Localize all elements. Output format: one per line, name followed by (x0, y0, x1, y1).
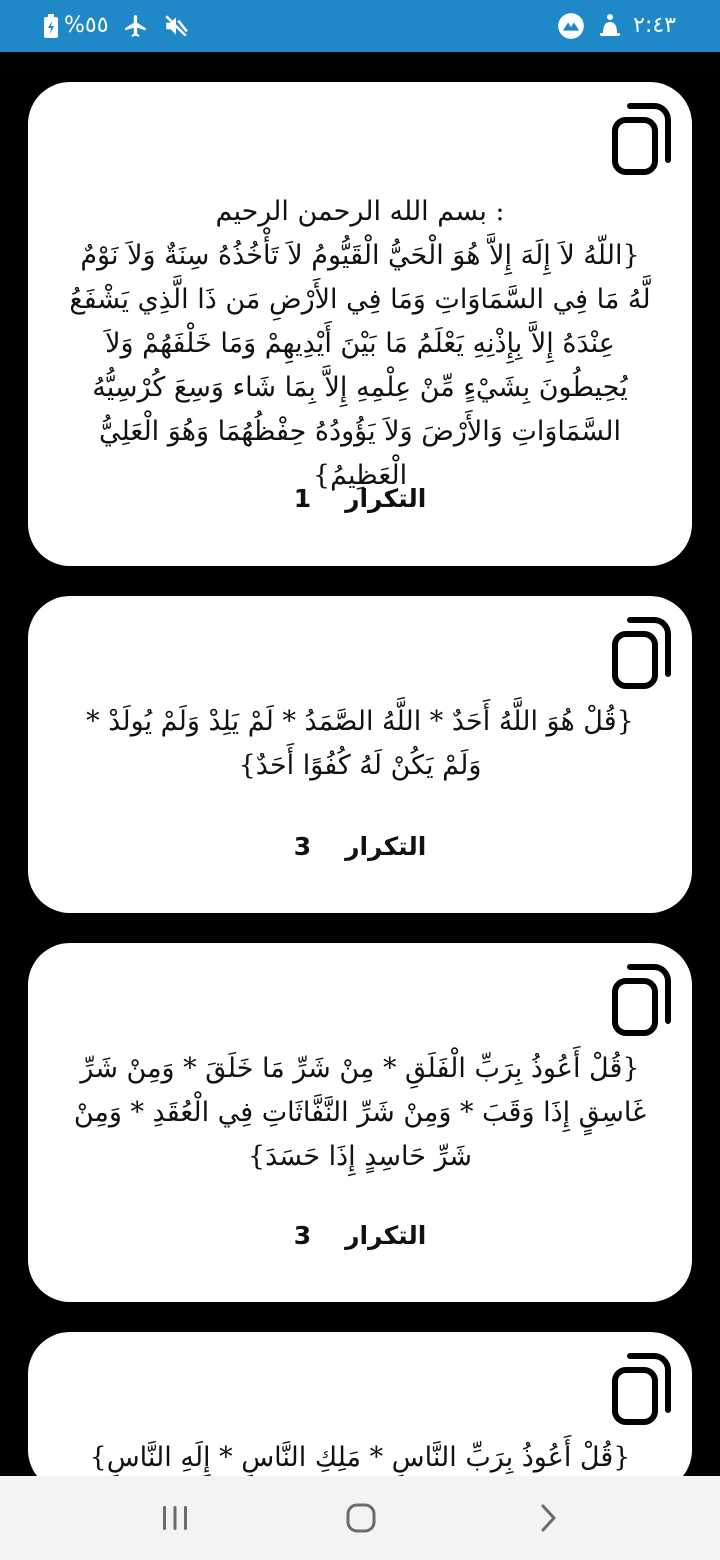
azkar-list[interactable] (0, 52, 720, 1473)
battery-indicator (44, 14, 109, 38)
repeat-label: التكرار (345, 832, 427, 861)
zikr-card (28, 943, 692, 1302)
zikr-text: {قُلْ أَعُوذُ بِرَبِّ الْفَلَقِ * مِنْ شَرِّ مَا خَلَقَ * وَمِنْ شَرِّ غَاسِقٍ إِذَا وَقَبَ * وَمِنْ شَرِّ النَّفَّاثَاتِ فِي الْعُقَدِ * وَمِنْ شَرِّ حَاسِدٍ إِذَا حَسَدَ} (73, 1053, 647, 1172)
copy-icon[interactable] (610, 1346, 674, 1426)
zikr-card (28, 82, 692, 566)
back-button[interactable] (520, 1490, 576, 1546)
repeat-label: التكرار (345, 484, 427, 513)
zikr-text: {قُلْ هُوَ اللَّهُ أَحَدٌ * اللَّهُ الصَّمَدُ * لَمْ يَلِدْ وَلَمْ يُولَدْ * وَلَمْ يَكُنْ لَهُ كُفُوًا أَحَدٌ} (86, 706, 634, 781)
status-right-group (557, 0, 676, 52)
copy-icon[interactable] (610, 96, 674, 176)
battery-charging-icon (44, 14, 58, 38)
clock: ٢:٤٣ (633, 13, 676, 38)
game-tools-icon (557, 12, 585, 40)
repeat-count: 1 (293, 484, 312, 513)
zikr-text: {قُلْ أَعُوذُ بِرَبِّ النَّاسِ * مَلِكِ النَّاسِ * إِلَهِ النَّاسِ} (89, 1442, 631, 1473)
repeat-count: 3 (293, 832, 312, 861)
recent-apps-icon (160, 1504, 190, 1532)
recent-apps-button[interactable] (147, 1490, 203, 1546)
repeat-row (28, 1221, 692, 1250)
repeat-label: التكرار (345, 1221, 427, 1250)
status-bar (0, 0, 720, 52)
status-left-group (44, 0, 189, 52)
zikr-text: : بسم الله الرحمن الرحيم {اللّهُ لاَ إِلَهَ إِلاَّ هُوَ الْحَيُّ الْقَيُّومُ لاَ تَأْخُذُهُ سِنَةٌ وَلاَ نَوْمٌ لَّهُ مَا فِي السَّمَاوَاتِ وَمَا فِي الأَرْضِ مَن ذَا الَّذِي يَشْفَعُ عِنْدَهُ إِلاَّ بِإِذْنِهِ يَعْلَمُ مَا بَيْنَ أَيْدِيهِمْ وَمَا خَلْفَهُمْ وَلاَ يُحِيطُونَ بِشَيْءٍ مِّنْ عِلْمِهِ إِلاَّ بِمَا شَاء وَسِعَ كُرْسِيُّهُ السَّمَاوَاتِ وَالأَرْضَ وَلاَ يَؤُودُهُ حِفْظُهُمَا وَهُوَ الْعَلِيُّ الْعَظِيمُ} (69, 196, 651, 491)
back-icon (537, 1502, 559, 1534)
home-icon (345, 1502, 377, 1534)
zikr-card (28, 1332, 692, 1492)
repeat-row (28, 832, 692, 861)
mute-icon (163, 13, 189, 39)
copy-icon[interactable] (610, 957, 674, 1037)
copy-icon[interactable] (610, 610, 674, 690)
battery-percent: %٥٥ (64, 13, 109, 38)
repeat-count: 3 (293, 1221, 312, 1250)
zikr-card (28, 596, 692, 913)
repeat-row (28, 484, 692, 513)
airplane-mode-icon (123, 13, 149, 39)
home-button[interactable] (333, 1490, 389, 1546)
hand-bell-icon (597, 13, 621, 39)
navigation-bar (0, 1476, 720, 1560)
